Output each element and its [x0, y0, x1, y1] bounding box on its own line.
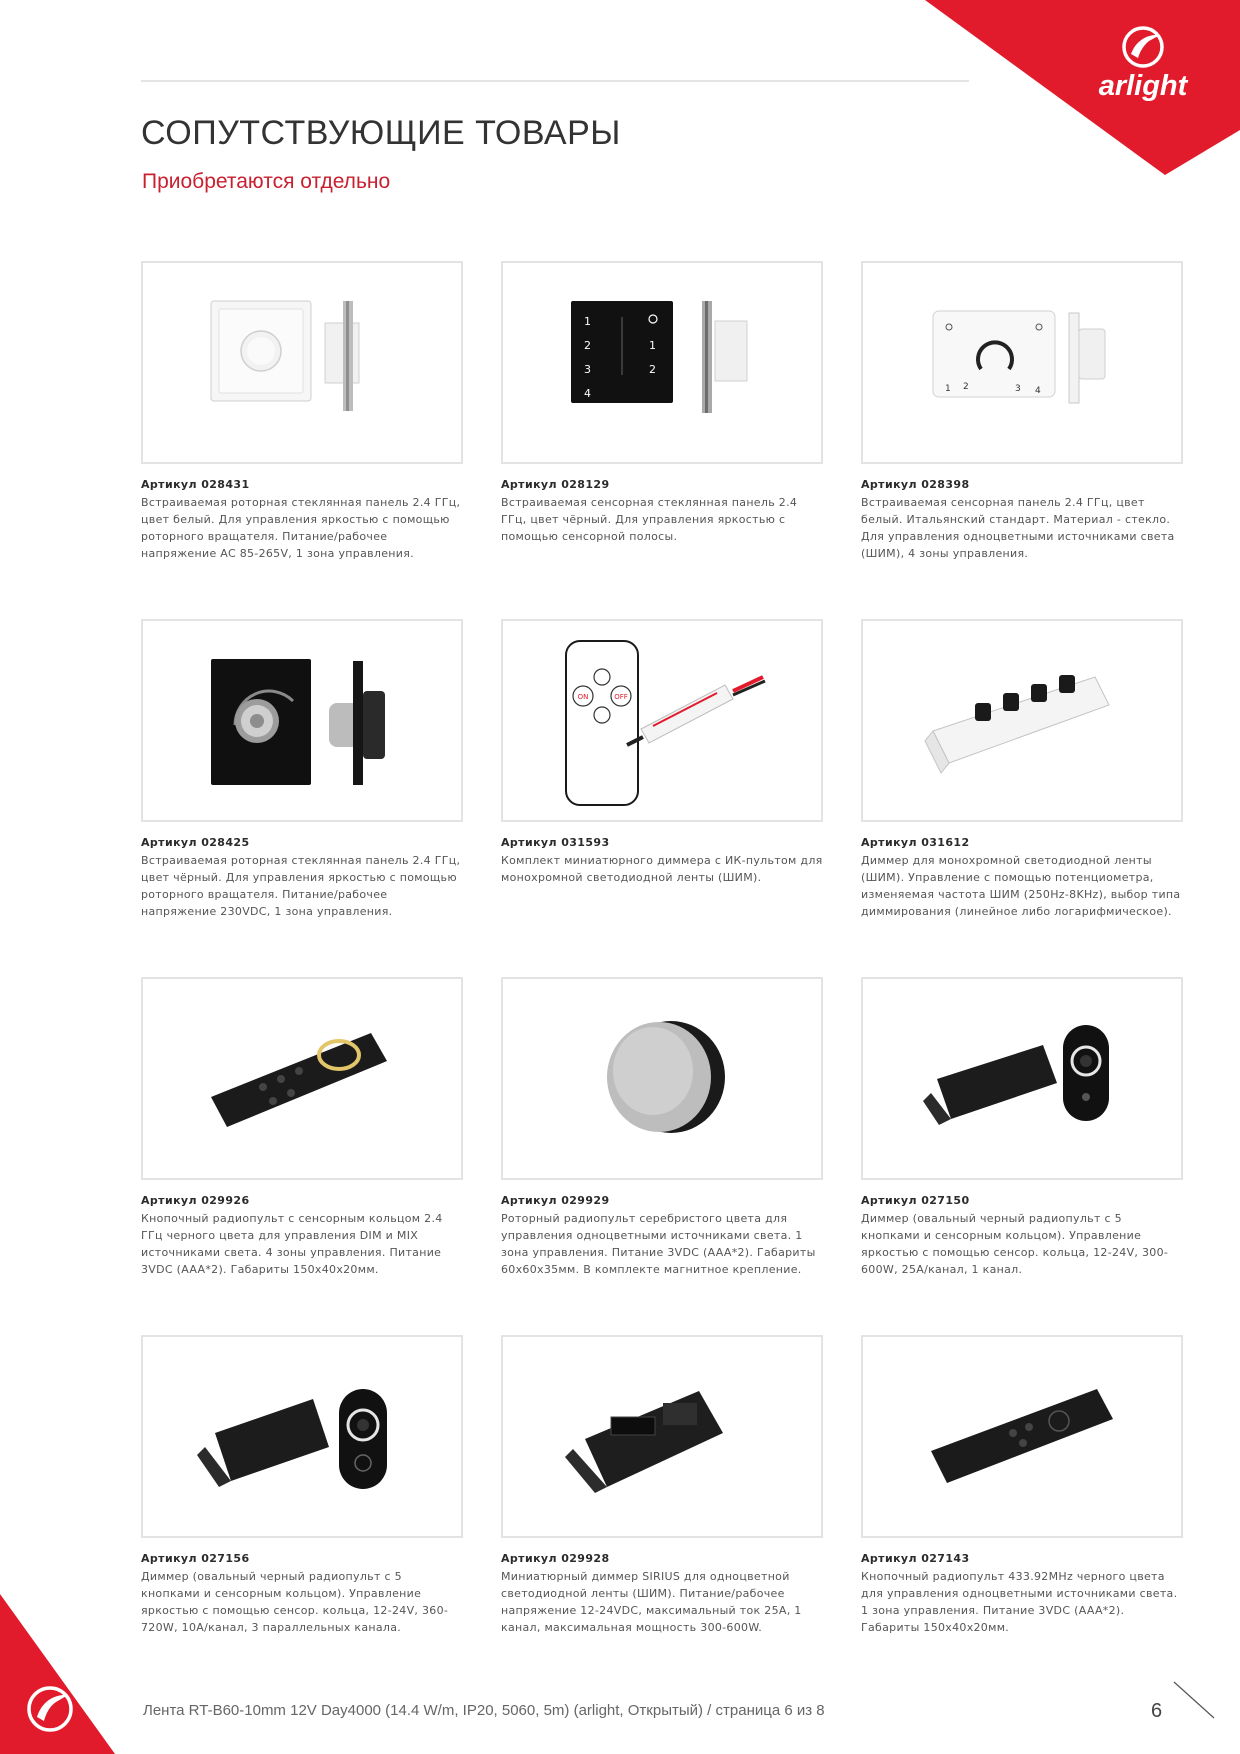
footer-slash-divider: [1172, 1680, 1216, 1720]
product-image-frame[interactable]: [861, 619, 1183, 822]
white-touch-panel-image: [863, 263, 1181, 462]
product-image-frame[interactable]: [501, 619, 823, 822]
product-description: Диммер для монохромной светодиодной ленты (ШИМ). Управление с помощью потенциометра, изменяемая частота ШИМ (250Hz-8KHz), выбор типа диммирования (линейное либо логарифмическое).: [861, 854, 1181, 918]
panel-label: 3: [1015, 384, 1021, 394]
footer-product-line: Лента RT-B60-10mm 12V Day4000 (14.4 W/m, IP20, 5060, 5m) (arlight, Открытый) / страница 6 из 8: [143, 1702, 825, 1719]
product-image-frame[interactable]: [861, 977, 1183, 1180]
brand-corner-bottom-left: [0, 1594, 125, 1754]
product-card[interactable]: [861, 261, 1183, 562]
product-description: Встраиваемая роторная стеклянная панель 2.4 ГГц, цвет белый. Для управления яркостью с помощью роторного вращателя. Питание/рабочее напряжение AC 85-265V, 1 зона управления.: [141, 496, 461, 560]
panel-label: 4: [584, 387, 591, 400]
product-description: Кнопочный радиопульт с сенсорным кольцом 2.4 ГГц черного цвета для управления DIM и MIX источниками света. 4 зоны управления. Питание 3VDC (AAA*2). Габариты 150x40x20мм.: [141, 1212, 443, 1276]
product-description: Роторный радиопульт серебристого цвета для управления одноцветными источниками света. 1 зона управления. Питание 3VDC (AAA*2). Габариты 60x60x35мм. В комплекте магнитное крепление.: [501, 1212, 816, 1276]
logo-text: arlight: [1098, 70, 1188, 102]
product-description: Диммер (овальный черный радиопульт с 5 кнопками и сенсорным кольцом). Управление яркостью с помощью сенсор. кольца, 12-24V, 300-600W, 25A/канал, 1 канал.: [861, 1212, 1169, 1276]
sirius-mini-dimmer-image: [503, 1337, 821, 1536]
page-number: 6: [1151, 1700, 1163, 1722]
product-sku: Артикул 028129: [501, 478, 610, 491]
product-description: Встраиваемая сенсорная стеклянная панель 2.4 ГГц, цвет чёрный. Для управления яркостью с помощью сенсорной полосы.: [501, 496, 798, 543]
panel-label: 1: [584, 315, 591, 328]
product-sku: Артикул 029929: [501, 1194, 610, 1207]
product-description: Диммер (овальный черный радиопульт с 5 кнопками и сенсорным кольцом). Управление яркостью с помощью сенсор. кольца, 12-24V, 360-720W, 10A/канал, 3 параллельных канала.: [141, 1570, 449, 1634]
product-description: Встраиваемая роторная стеклянная панель 2.4 ГГц, цвет чёрный. Для управления яркостью с помощью роторного вращателя. Питание/рабочее напряжение 230VDC, 1 зона управления.: [141, 854, 461, 918]
product-image-frame[interactable]: [861, 261, 1183, 464]
product-description: Встраиваемая сенсорная панель 2.4 ГГц, цвет белый. Итальянский стандарт. Материал - стекло. Для управления одноцветными источниками света (ШИМ), 4 зоны управления.: [861, 496, 1175, 560]
product-description: Комплект миниатюрного диммера с ИК-пультом для монохромной светодиодной ленты (ШИМ).: [501, 854, 823, 884]
panel-label: 1: [945, 384, 951, 394]
product-sku: Артикул 028398: [861, 478, 970, 491]
product-image-frame[interactable]: [861, 1335, 1183, 1538]
product-card[interactable]: [861, 619, 1183, 920]
product-sku: Артикул 029926: [141, 1194, 250, 1207]
product-sku: Артикул 029928: [501, 1552, 610, 1565]
product-image-frame[interactable]: [501, 1335, 823, 1538]
product-card[interactable]: [861, 1335, 1183, 1636]
panel-label: 1: [649, 339, 656, 352]
product-image-frame[interactable]: [141, 1335, 463, 1538]
silver-rotary-remote-image: [503, 979, 821, 1178]
product-card[interactable]: [501, 619, 823, 886]
dimmer-with-oval-remote-image: [863, 979, 1181, 1178]
page-subtitle: Приобретаются отдельно: [142, 170, 391, 193]
product-image-frame[interactable]: [501, 261, 823, 464]
panel-label: 3: [584, 363, 591, 376]
product-image-frame[interactable]: [501, 977, 823, 1180]
product-card[interactable]: [141, 261, 463, 562]
product-card[interactable]: [141, 1335, 463, 1636]
black-touch-panel-image: [503, 263, 821, 462]
four-knob-dimmer-image: [863, 621, 1181, 820]
remote-on-label: ON: [577, 693, 589, 701]
panel-label: 2: [584, 339, 591, 352]
mini-dimmer-ir-kit-image: [503, 621, 821, 820]
page-title: СОПУТСТВУЮЩИЕ ТОВАРЫ: [141, 114, 621, 152]
product-card[interactable]: [861, 977, 1183, 1278]
product-image-frame[interactable]: [141, 261, 463, 464]
product-card[interactable]: [501, 261, 823, 545]
black-rotary-panel-image: [143, 621, 461, 820]
header-divider: [141, 80, 969, 82]
black-ring-remote-image: [143, 979, 461, 1178]
product-sku: Артикул 031593: [501, 836, 610, 849]
product-card[interactable]: [141, 619, 463, 920]
product-sku: Артикул 028431: [141, 478, 250, 491]
black-button-remote-image: [863, 1337, 1181, 1536]
product-sku: Артикул 027156: [141, 1552, 250, 1565]
product-card[interactable]: [501, 1335, 823, 1636]
product-sku: Артикул 031612: [861, 836, 970, 849]
white-rotary-panel-image: [143, 263, 461, 462]
product-card[interactable]: [501, 977, 823, 1278]
product-description: Миниатюрный диммер SIRIUS для одноцветной светодиодной ленты (ШИМ). Питание/рабочее напряжение 12-24VDC, максимальный ток 25А, 1 канал, максимальная мощность 300-600W.: [501, 1570, 802, 1634]
product-sku: Артикул 027150: [861, 1194, 970, 1207]
three-channel-dimmer-with-remote-image: [143, 1337, 461, 1536]
panel-label: 4: [1035, 386, 1041, 396]
product-card[interactable]: [141, 977, 463, 1278]
remote-off-label: OFF: [614, 693, 628, 701]
product-sku: Артикул 028425: [141, 836, 250, 849]
panel-label: 2: [649, 363, 656, 376]
product-image-frame[interactable]: [141, 977, 463, 1180]
product-image-frame[interactable]: [141, 619, 463, 822]
panel-label: 2: [963, 382, 969, 392]
product-description: Кнопочный радиопульт 433.92MHz черного цвета для управления одноцветными источниками света. 1 зона управления. Питание 3VDC (AAA*2). Габариты 150x40x20мм.: [861, 1570, 1178, 1634]
brand-corner-top-right: [920, 0, 1240, 180]
product-sku: Артикул 027143: [861, 1552, 970, 1565]
